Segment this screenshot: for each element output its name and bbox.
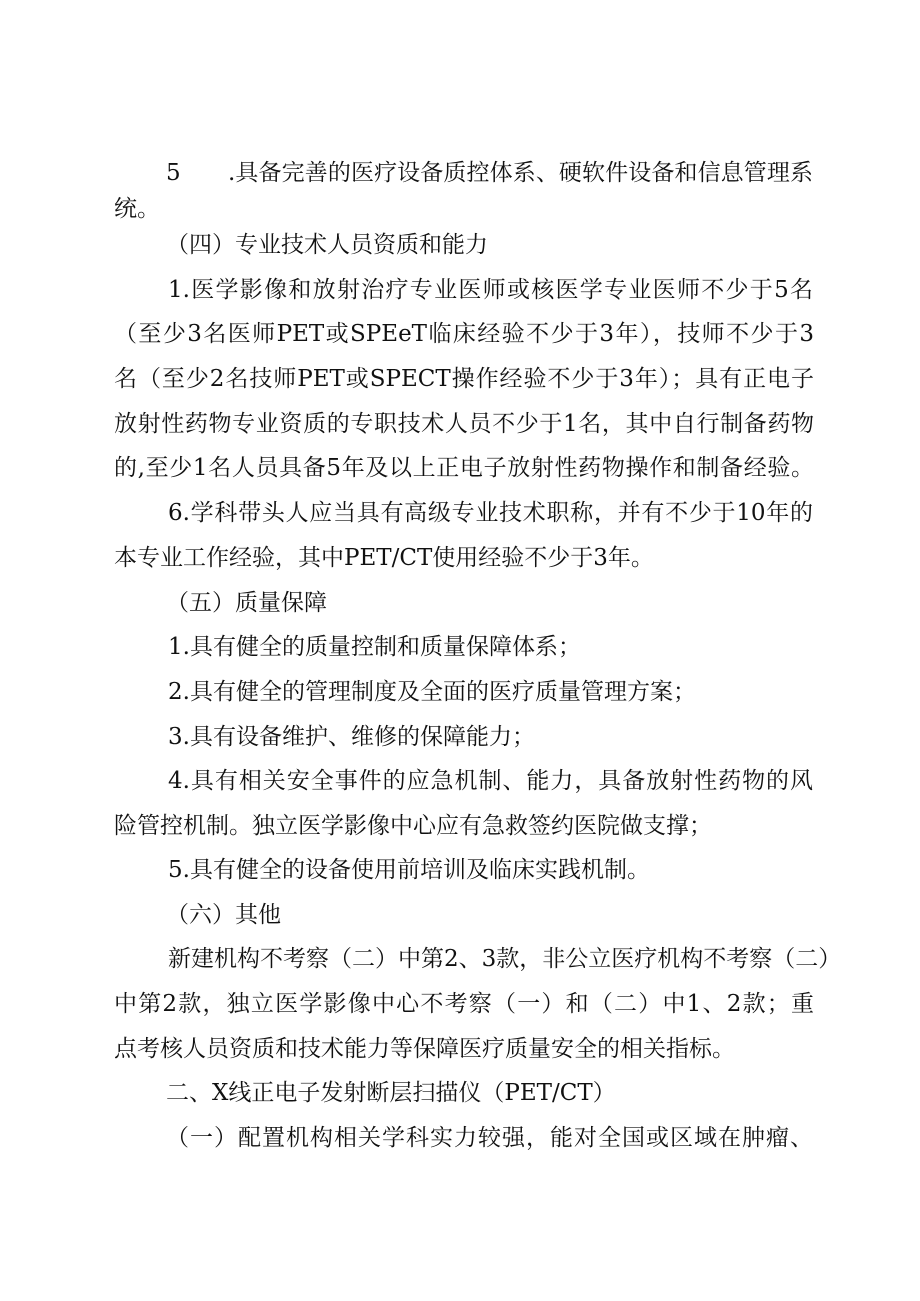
section-6-line-2: 中第2款，独立医学影像中心不考察（一）和（二）中1、2款；重 [114,991,814,1017]
section-5-item-4-line-2: 险管控机制。独立医学影像中心应有急救签约医院做支撑； [114,813,712,839]
section-6-heading: （六）其他 [166,902,281,928]
section-4-paragraph-6-line-2: 本专业工作经验，其中PET/CT使用经验不少于3年。 [114,545,654,571]
section-4-paragraph-1-line-5: 的,至少1名人员具备5年及以上正电子放射性药物操作和制备经验。 [114,455,814,481]
section-4-heading: （四）专业技术人员资质和能力 [166,232,488,258]
item-5-number: 5 [166,160,181,186]
section-4-paragraph-1-line-3: 名（至少2名技师PET或SPECT操作经验不少于3年）；具有正电子 [114,366,814,392]
section-4-paragraph-1-line-2: （至少3名医师PET或SPEeT临床经验不少于3年），技师不少于3 [114,321,814,347]
section-6-line-3: 点考核人员资质和技术能力等保障医疗质量安全的相关指标。 [114,1036,735,1062]
section-5-item-5: 5.具有健全的设备使用前培训及临床实践机制。 [168,857,650,883]
part-2-section-1: （一）配置机构相关学科实力较强，能对全国或区域在肿瘤、 [166,1125,813,1151]
item-5-continuation: 统。 [114,196,160,222]
section-5-item-4: 4.具有相关安全事件的应急机制、能力，具备放射性药物的风 [168,768,813,794]
section-4-paragraph-6: 6.学科带头人应当具有高级专业技术职称，并有不少于10年的 [168,500,813,526]
section-6-line-1: 新建机构不考察（二）中第2、3款，非公立医疗机构不考察（二） [168,946,842,972]
item-5-text: .具备完善的医疗设备质控体系、硬软件设备和信息管理系 [228,160,813,186]
section-4-paragraph-1-line-4: 放射性药物专业资质的专职技术人员不少于1名，其中自行制备药物 [114,411,814,437]
section-5-item-2: 2.具有健全的管理制度及全面的医疗质量管理方案； [168,679,696,705]
section-5-item-3: 3.具有设备维护、维修的保障能力； [168,724,535,750]
section-4-paragraph-1: 1.医学影像和放射治疗专业医师或核医学专业医师不少于5名 [168,277,813,303]
section-5-item-1: 1.具有健全的质量控制和质量保障体系； [168,634,581,660]
section-5-heading: （五）质量保障 [166,590,327,616]
part-2-heading: 二、X线正电子发射断层扫描仪（PET/CT） [166,1080,616,1106]
